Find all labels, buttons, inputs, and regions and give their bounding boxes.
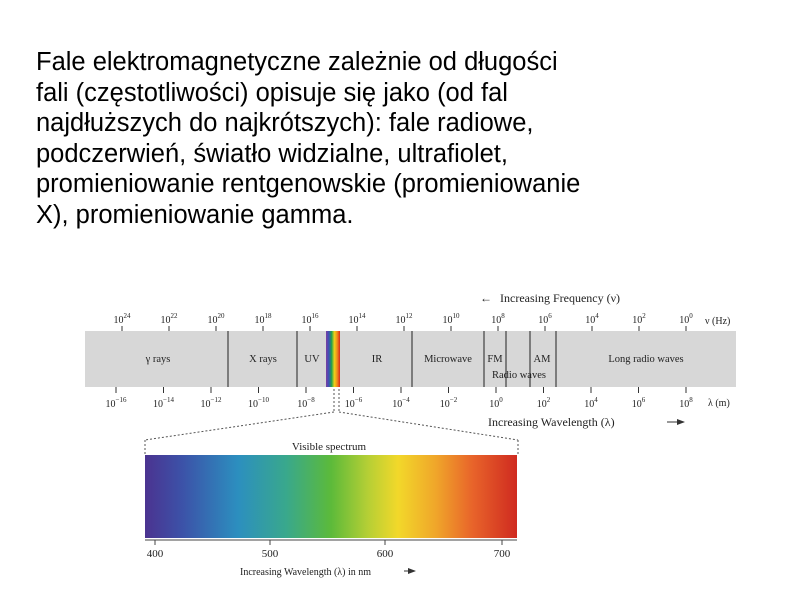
- wavelength-tick-label-base: 10: [489, 399, 500, 410]
- wavelength-tick-label-base: 10: [392, 399, 403, 410]
- frequency-tick-label-base: 10: [538, 315, 549, 326]
- visible-tick-label: 700: [493, 548, 511, 560]
- wavelength-tick-label-base: 10: [344, 399, 355, 410]
- frequency-tick-label-exponent: 8: [501, 312, 505, 320]
- wavelength-tick-label-base: 10: [439, 399, 450, 410]
- wavelength-tick-label: [106, 396, 127, 410]
- frequency-tick-label: [349, 312, 367, 326]
- wavelength-tick-label-base: 10: [679, 399, 690, 410]
- frequency-ticks: [114, 312, 694, 331]
- wavelength-tick-label-exponent: −16: [115, 396, 127, 404]
- band-fm-label: FM: [487, 354, 503, 365]
- band-long-radio-label: Long radio waves: [608, 354, 684, 365]
- frequency-tick-label-exponent: 24: [123, 312, 131, 320]
- visible-tick-label: 500: [261, 548, 279, 560]
- frequency-tick-label-base: 10: [395, 315, 406, 326]
- visible-axis-label: Increasing Wavelength (λ) in nm: [240, 567, 372, 578]
- band-radio-label: Radio waves: [492, 370, 546, 381]
- wavelength-tick-label: [248, 396, 269, 410]
- wavelength-tick-label-base: 10: [297, 399, 308, 410]
- frequency-tick-label-base: 10: [632, 315, 643, 326]
- frequency-tick-label: [679, 312, 693, 326]
- frequency-tick-label: [302, 312, 320, 326]
- wavelength-tick-label: [345, 396, 363, 410]
- wavelength-tick-label-exponent: 0: [499, 396, 503, 404]
- frequency-tick-label: [114, 312, 132, 326]
- band-uv-label: UV: [304, 354, 320, 365]
- paragraph-line: promieniowanie rentgenowskie (promieniowanie: [36, 170, 581, 198]
- frequency-tick-label-base: 10: [348, 315, 359, 326]
- band-xray-label: X rays: [249, 354, 277, 365]
- visible-spectrum-bar: [145, 455, 517, 538]
- wavelength-tick-label-exponent: 2: [546, 396, 551, 404]
- frequency-tick-label-exponent: 4: [595, 312, 599, 320]
- paragraph-line: X), promieniowanie gamma.: [36, 200, 354, 229]
- wavelength-tick-label-base: 10: [536, 399, 547, 410]
- wavelength-tick-label: [632, 396, 646, 410]
- wavelength-tick-label-base: 10: [248, 399, 259, 410]
- wavelength-tick-label: [392, 396, 410, 410]
- wavelength-tick-label-exponent: −8: [307, 396, 315, 404]
- wavelength-tick-label: [440, 396, 458, 410]
- wavelength-tick-label: [584, 396, 598, 410]
- frequency-tick-label-exponent: 2: [642, 312, 646, 320]
- wavelength-tick-label-base: 10: [631, 399, 642, 410]
- visible-ticks: [147, 540, 511, 560]
- frequency-tick-label: [632, 312, 646, 326]
- frequency-tick-label: [585, 312, 599, 326]
- wavelength-unit: λ (m): [708, 398, 730, 409]
- wavelength-tick-label-base: 10: [105, 399, 116, 410]
- frequency-tick-label: [208, 312, 226, 326]
- wavelength-tick-label-exponent: 6: [641, 396, 646, 404]
- frequency-tick-label-exponent: 12: [405, 312, 413, 320]
- wavelength-tick-label-exponent: −6: [354, 396, 363, 404]
- frequency-tick-label-exponent: 16: [311, 312, 319, 320]
- frequency-tick-label-base: 10: [301, 315, 312, 326]
- zoom-guide-line: [145, 412, 334, 440]
- frequency-tick-label-base: 10: [585, 315, 596, 326]
- wavelength-tick-label-exponent: −14: [163, 396, 174, 404]
- wavelength-tick-label-exponent: 4: [594, 396, 598, 404]
- frequency-tick-label-exponent: 10: [452, 312, 460, 320]
- frequency-tick-label-exponent: 20: [217, 312, 225, 320]
- wavelength-tick-label: [153, 396, 174, 410]
- visible-tick-label: 600: [376, 548, 394, 560]
- wavelength-ticks: [106, 387, 694, 410]
- paragraph-line: Fale elektromagnetyczne zależnie od długości: [36, 48, 558, 76]
- frequency-tick-label-base: 10: [442, 315, 453, 326]
- wavelength-tick-label-base: 10: [584, 399, 595, 410]
- frequency-tick-label-exponent: 14: [358, 312, 366, 320]
- frequency-tick-label-base: 10: [160, 315, 171, 326]
- paragraph-line: fali (częstotliwości) opisuje się jako (od fal: [36, 78, 508, 107]
- frequency-arrow-icon: ←: [480, 291, 492, 305]
- frequency-tick-label-exponent: 18: [264, 312, 272, 320]
- wavelength-tick-label-base: 10: [200, 399, 211, 410]
- frequency-tick-label-exponent: 22: [170, 312, 178, 320]
- wavelength-tick-label: [679, 396, 693, 410]
- frequency-tick-label: [443, 312, 461, 326]
- frequency-tick-label: [538, 312, 552, 326]
- frequency-tick-label-exponent: 0: [689, 312, 693, 320]
- frequency-title: Increasing Frequency (ν): [500, 291, 621, 305]
- wavelength-tick-label: [537, 396, 551, 410]
- frequency-tick-label-base: 10: [254, 315, 265, 326]
- wavelength-tick-label-exponent: 8: [689, 396, 693, 404]
- frequency-tick-label-base: 10: [113, 315, 124, 326]
- band-microwave-label: Microwave: [424, 354, 472, 365]
- frequency-tick-label: [491, 312, 505, 326]
- wavelength-tick-label-exponent: −12: [210, 396, 222, 404]
- wavelength-tick-label: [201, 396, 222, 410]
- visible-light-strip: [326, 331, 340, 387]
- wavelength-tick-label-base: 10: [153, 399, 164, 410]
- paragraph-line: najdłuższych do najkrótszych): fale radiowe,: [36, 109, 534, 137]
- frequency-tick-label: [396, 312, 414, 326]
- band-ir-label: IR: [371, 354, 383, 365]
- paragraph-line: podczerwień, światło widzialne, ultrafiolet,: [36, 139, 508, 168]
- wavelength-tick-label-exponent: −4: [402, 396, 410, 404]
- visible-spectrum-title: Visible spectrum: [291, 441, 367, 453]
- frequency-tick-label-base: 10: [491, 315, 502, 326]
- frequency-tick-label: [161, 312, 179, 326]
- band-gamma-label: γ rays: [145, 354, 171, 365]
- frequency-tick-label: [255, 312, 273, 326]
- visible-tick-label: 400: [146, 548, 164, 560]
- frequency-tick-label-base: 10: [207, 315, 218, 326]
- wavelength-tick-label-exponent: −2: [449, 396, 458, 404]
- wavelength-title: Increasing Wavelength (λ): [488, 415, 615, 429]
- wavelength-tick-label: [297, 396, 315, 410]
- wavelength-tick-label: [489, 396, 503, 410]
- frequency-unit: ν (Hz): [705, 316, 731, 327]
- wavelength-tick-label-exponent: −10: [258, 396, 269, 404]
- frequency-tick-label-exponent: 6: [548, 312, 552, 320]
- band-am-label: AM: [533, 354, 551, 365]
- frequency-tick-label-base: 10: [679, 315, 690, 326]
